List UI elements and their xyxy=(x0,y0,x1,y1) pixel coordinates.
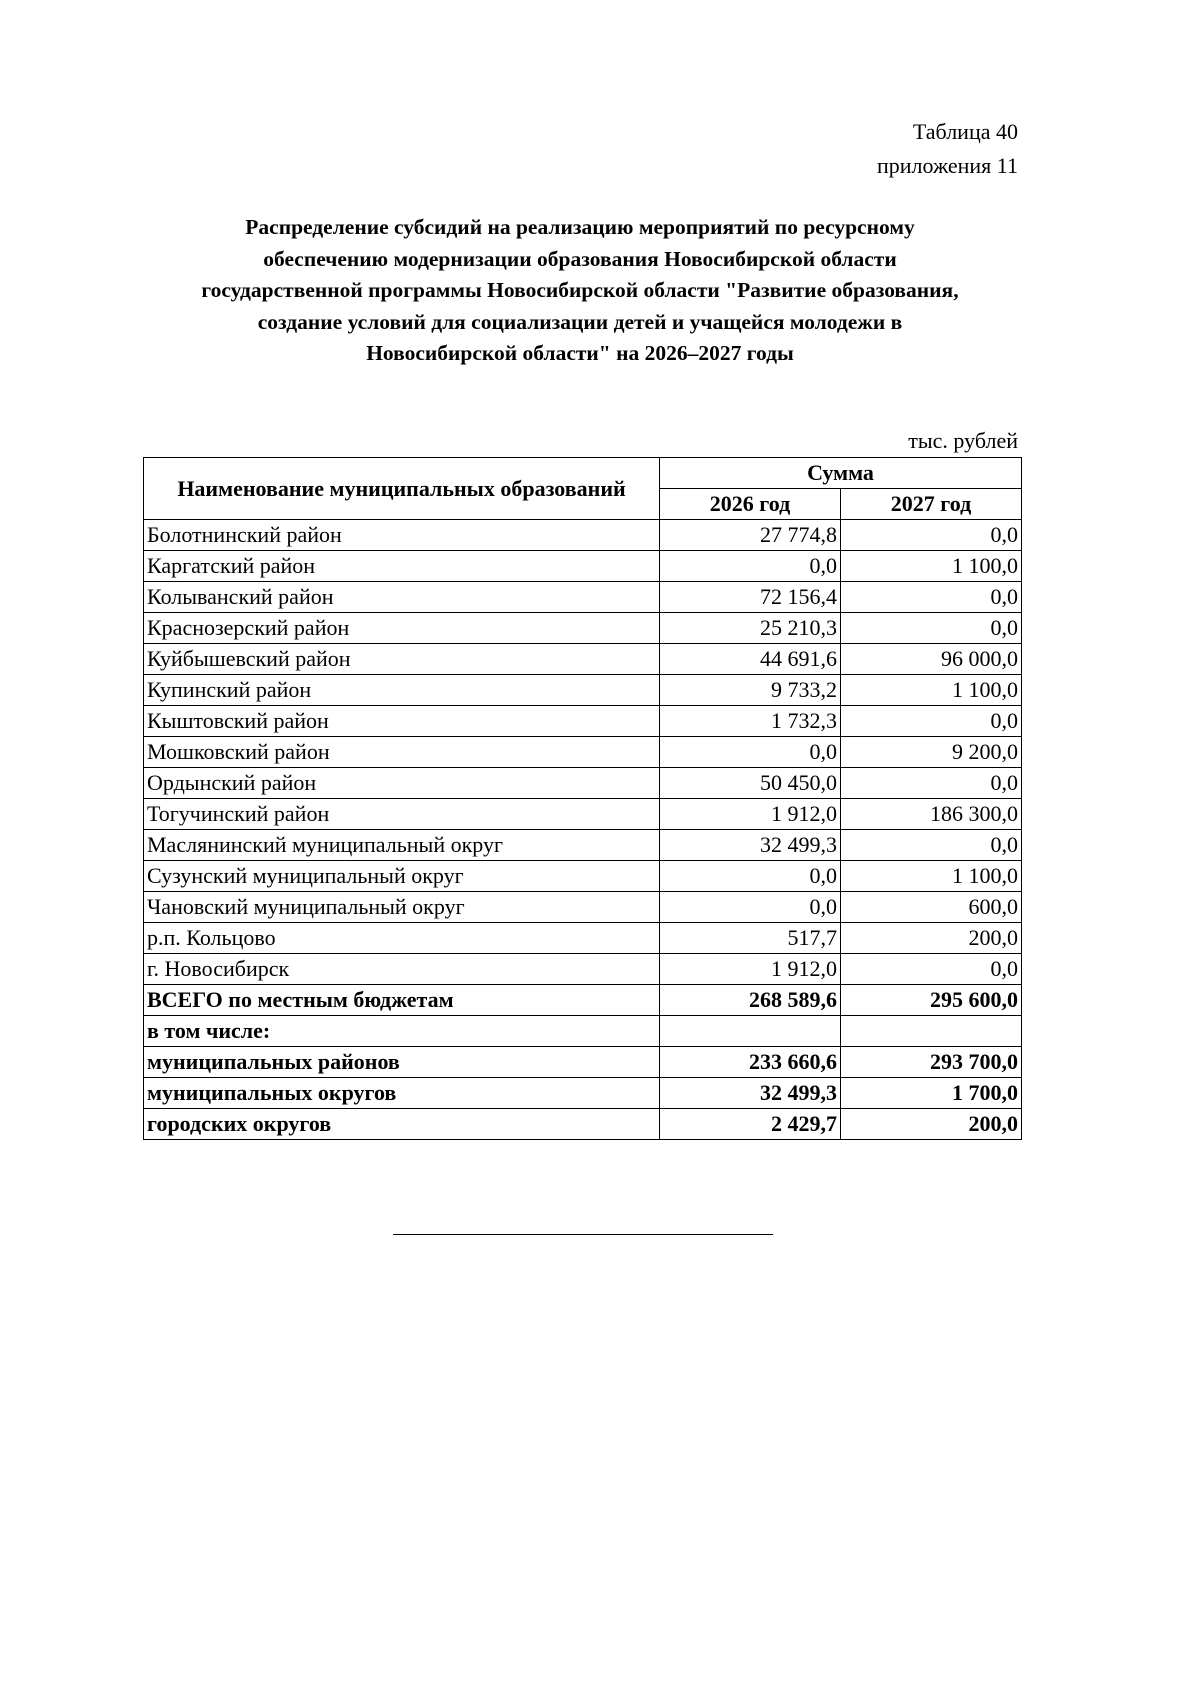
table-row xyxy=(144,768,1022,799)
table-row xyxy=(144,706,1022,737)
municipality-name-cell: ВСЕГО по местным бюджетам xyxy=(144,985,660,1016)
value-2026-cell: 27 774,8 xyxy=(660,520,841,551)
municipality-name-cell: городских округов xyxy=(144,1109,660,1140)
appendix-caption: приложения 11 xyxy=(876,153,1018,178)
value-2026-cell: 1 732,3 xyxy=(660,706,841,737)
municipality-name-cell: Колыванский район xyxy=(144,582,660,613)
value-2026-cell: 517,7 xyxy=(660,923,841,954)
value-2026-cell: 1 912,0 xyxy=(660,954,841,985)
table-row xyxy=(144,644,1022,675)
value-2027-cell: 0,0 xyxy=(841,613,1022,644)
value-2026-cell: 32 499,3 xyxy=(660,830,841,861)
value-2027-cell: 295 600,0 xyxy=(841,985,1022,1016)
value-2027-cell: 0,0 xyxy=(841,706,1022,737)
document-title xyxy=(140,212,1020,370)
table-row xyxy=(144,985,1022,1016)
value-2026-cell: 0,0 xyxy=(660,892,841,923)
table-row xyxy=(144,613,1022,644)
municipality-name-cell: муниципальных округов xyxy=(144,1078,660,1109)
value-2027-cell xyxy=(841,1016,1022,1047)
table-row xyxy=(144,675,1022,706)
title-line: Распределение субсидий на реализацию мероприятий по ресурсному xyxy=(245,215,915,239)
table-body xyxy=(144,520,1022,1140)
table-row xyxy=(144,1047,1022,1078)
table-row xyxy=(144,1078,1022,1109)
value-2027-cell: 1 100,0 xyxy=(841,675,1022,706)
municipality-name-cell: Кыштовский район xyxy=(144,706,660,737)
units-label: тыс. рублей xyxy=(908,428,1018,453)
municipality-name-cell: муниципальных районов xyxy=(144,1047,660,1078)
value-2026-cell: 2 429,7 xyxy=(660,1109,841,1140)
municipality-name-cell: Куйбышевский район xyxy=(144,644,660,675)
value-2026-cell: 0,0 xyxy=(660,551,841,582)
value-2026-cell: 72 156,4 xyxy=(660,582,841,613)
title-line: государственной программы Новосибирской области "Развитие образования, xyxy=(201,278,959,302)
municipality-name-cell: Мошковский район xyxy=(144,737,660,768)
table-number-caption: Таблица 40 xyxy=(912,119,1018,144)
value-2027-cell: 0,0 xyxy=(841,768,1022,799)
value-2026-cell: 32 499,3 xyxy=(660,1078,841,1109)
municipality-name-cell: Сузунский муниципальный округ xyxy=(144,861,660,892)
municipality-name-cell: Болотнинский район xyxy=(144,520,660,551)
municipality-name-cell: г. Новосибирск xyxy=(144,954,660,985)
value-2027-cell: 200,0 xyxy=(841,1109,1022,1140)
table-row xyxy=(144,582,1022,613)
value-2027-cell: 200,0 xyxy=(841,923,1022,954)
municipality-name-cell: Краснозерский район xyxy=(144,613,660,644)
value-2027-cell: 0,0 xyxy=(841,582,1022,613)
value-2027-cell: 186 300,0 xyxy=(841,799,1022,830)
table-row xyxy=(144,1109,1022,1140)
value-2026-cell: 0,0 xyxy=(660,861,841,892)
header-year-2026: 2026 год xyxy=(660,489,841,520)
value-2026-cell: 44 691,6 xyxy=(660,644,841,675)
municipality-name-cell: Тогучинский район xyxy=(144,799,660,830)
value-2027-cell: 1 100,0 xyxy=(841,551,1022,582)
header-municipality-name: Наименование муниципальных образований xyxy=(144,458,660,520)
table-row xyxy=(144,1016,1022,1047)
value-2026-cell xyxy=(660,1016,841,1047)
value-2027-cell: 0,0 xyxy=(841,954,1022,985)
table-row xyxy=(144,737,1022,768)
table-row xyxy=(144,892,1022,923)
table-row xyxy=(144,520,1022,551)
header-sum: Сумма xyxy=(660,458,1022,489)
value-2027-cell: 600,0 xyxy=(841,892,1022,923)
value-2027-cell: 293 700,0 xyxy=(841,1047,1022,1078)
title-line: обеспечению модернизации образования Новосибирской области xyxy=(263,246,897,271)
municipality-name-cell: Купинский район xyxy=(144,675,660,706)
table-row xyxy=(144,954,1022,985)
title-line: создание условий для социализации детей и учащейся молодежи в xyxy=(257,309,903,334)
value-2026-cell: 1 912,0 xyxy=(660,799,841,830)
value-2026-cell: 50 450,0 xyxy=(660,768,841,799)
value-2027-cell: 1 700,0 xyxy=(841,1078,1022,1109)
municipality-name-cell: р.п. Кольцово xyxy=(144,923,660,954)
value-2027-cell: 96 000,0 xyxy=(841,644,1022,675)
value-2027-cell: 0,0 xyxy=(841,520,1022,551)
value-2027-cell: 9 200,0 xyxy=(841,737,1022,768)
value-2026-cell: 25 210,3 xyxy=(660,613,841,644)
table-row xyxy=(144,861,1022,892)
table-row xyxy=(144,923,1022,954)
subsidy-table xyxy=(143,457,1022,1140)
table-row xyxy=(144,799,1022,830)
municipality-name-cell: Ордынский район xyxy=(144,768,660,799)
municipality-name-cell: в том числе: xyxy=(144,1016,660,1047)
value-2026-cell: 9 733,2 xyxy=(660,675,841,706)
end-divider-line xyxy=(393,1234,773,1235)
header-year-2027: 2027 год xyxy=(841,489,1022,520)
value-2026-cell: 268 589,6 xyxy=(660,985,841,1016)
title-line: Новосибирской области" на 2026–2027 годы xyxy=(366,341,794,365)
municipality-name-cell: Чановский муниципальный округ xyxy=(144,892,660,923)
municipality-name-cell: Каргатский район xyxy=(144,551,660,582)
table-row xyxy=(144,551,1022,582)
value-2027-cell: 0,0 xyxy=(841,830,1022,861)
value-2027-cell: 1 100,0 xyxy=(841,861,1022,892)
value-2026-cell: 0,0 xyxy=(660,737,841,768)
municipality-name-cell: Маслянинский муниципальный округ xyxy=(144,830,660,861)
table-row xyxy=(144,830,1022,861)
value-2026-cell: 233 660,6 xyxy=(660,1047,841,1078)
